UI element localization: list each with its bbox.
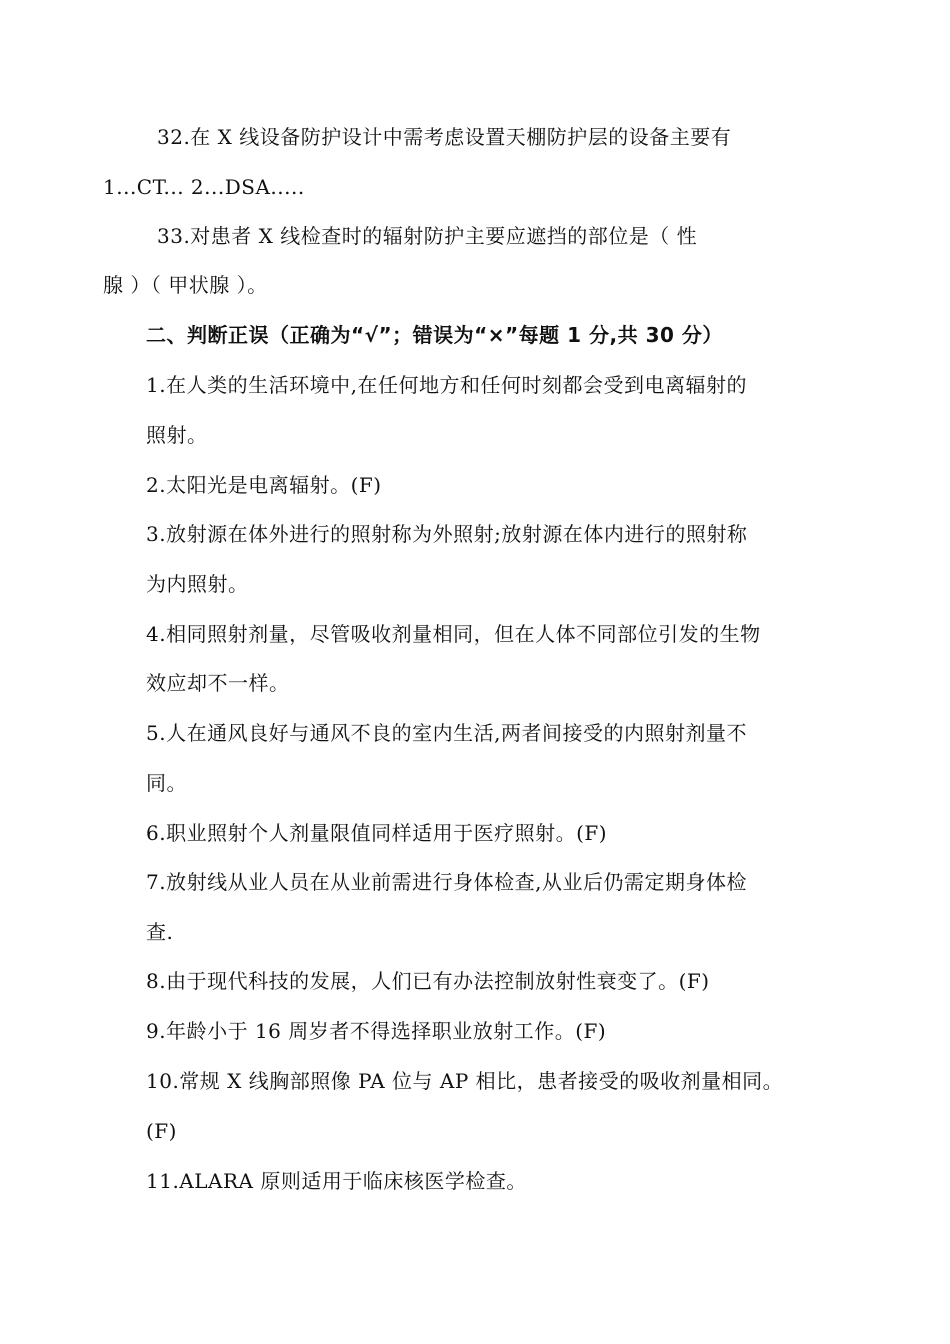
q32-line2: 1...CT... 2...DSA..... — [103, 175, 305, 199]
item-6: 6.职业照射个人剂量限值同样适用于医疗照射。(F) — [146, 821, 608, 845]
item-10-line2: (F) — [146, 1119, 177, 1143]
item-7-line2: 查. — [146, 920, 174, 944]
item-4-line1: 4.相同照射剂量，尽管吸收剂量相同，但在人体不同部位引发的生物 — [146, 622, 761, 646]
item-3-line2: 为内照射。 — [146, 572, 249, 596]
item-5-line1: 5.人在通风良好与通风不良的室内生活,两者间接受的内照射剂量不 — [146, 721, 747, 745]
q33-line1: 33.对患者 X 线检查时的辐射防护主要应遮挡的部位是（ 性 — [157, 224, 698, 248]
q32-line1: 32.在 X 线设备防护设计中需考虑设置天棚防护层的设备主要有 — [157, 125, 732, 149]
item-9: 9.年龄小于 16 周岁者不得选择职业放射工作。(F) — [146, 1019, 607, 1043]
item-2: 2.太阳光是电离辐射。(F) — [146, 473, 382, 497]
item-11: 11.ALARA 原则适用于临床核医学检查。 — [146, 1169, 527, 1193]
item-3-line1: 3.放射源在体外进行的照射称为外照射;放射源在体内进行的照射称 — [146, 522, 748, 546]
item-1-line2: 照射。 — [146, 423, 208, 447]
q33-line2: 腺 ）（ 甲状腺 ）。 — [103, 273, 268, 297]
item-5-line2: 同。 — [146, 771, 187, 795]
item-4-line2: 效应却不一样。 — [146, 671, 290, 695]
section-heading: 二、判断正误（正确为“√”；错误为“×”每题 1 分,共 30 分） — [146, 323, 723, 347]
item-8: 8.由于现代科技的发展，人们已有办法控制放射性衰变了。(F) — [146, 969, 710, 993]
item-7-line1: 7.放射线从业人员在从业前需进行身体检查,从业后仍需定期身体检 — [146, 870, 747, 894]
item-10-line1: 10.常规 X 线胸部照像 PA 位与 AP 相比，患者接受的吸收剂量相同。 — [146, 1069, 784, 1093]
item-1-line1: 1.在人类的生活环境中,在任何地方和任何时刻都会受到电离辐射的 — [146, 373, 747, 397]
